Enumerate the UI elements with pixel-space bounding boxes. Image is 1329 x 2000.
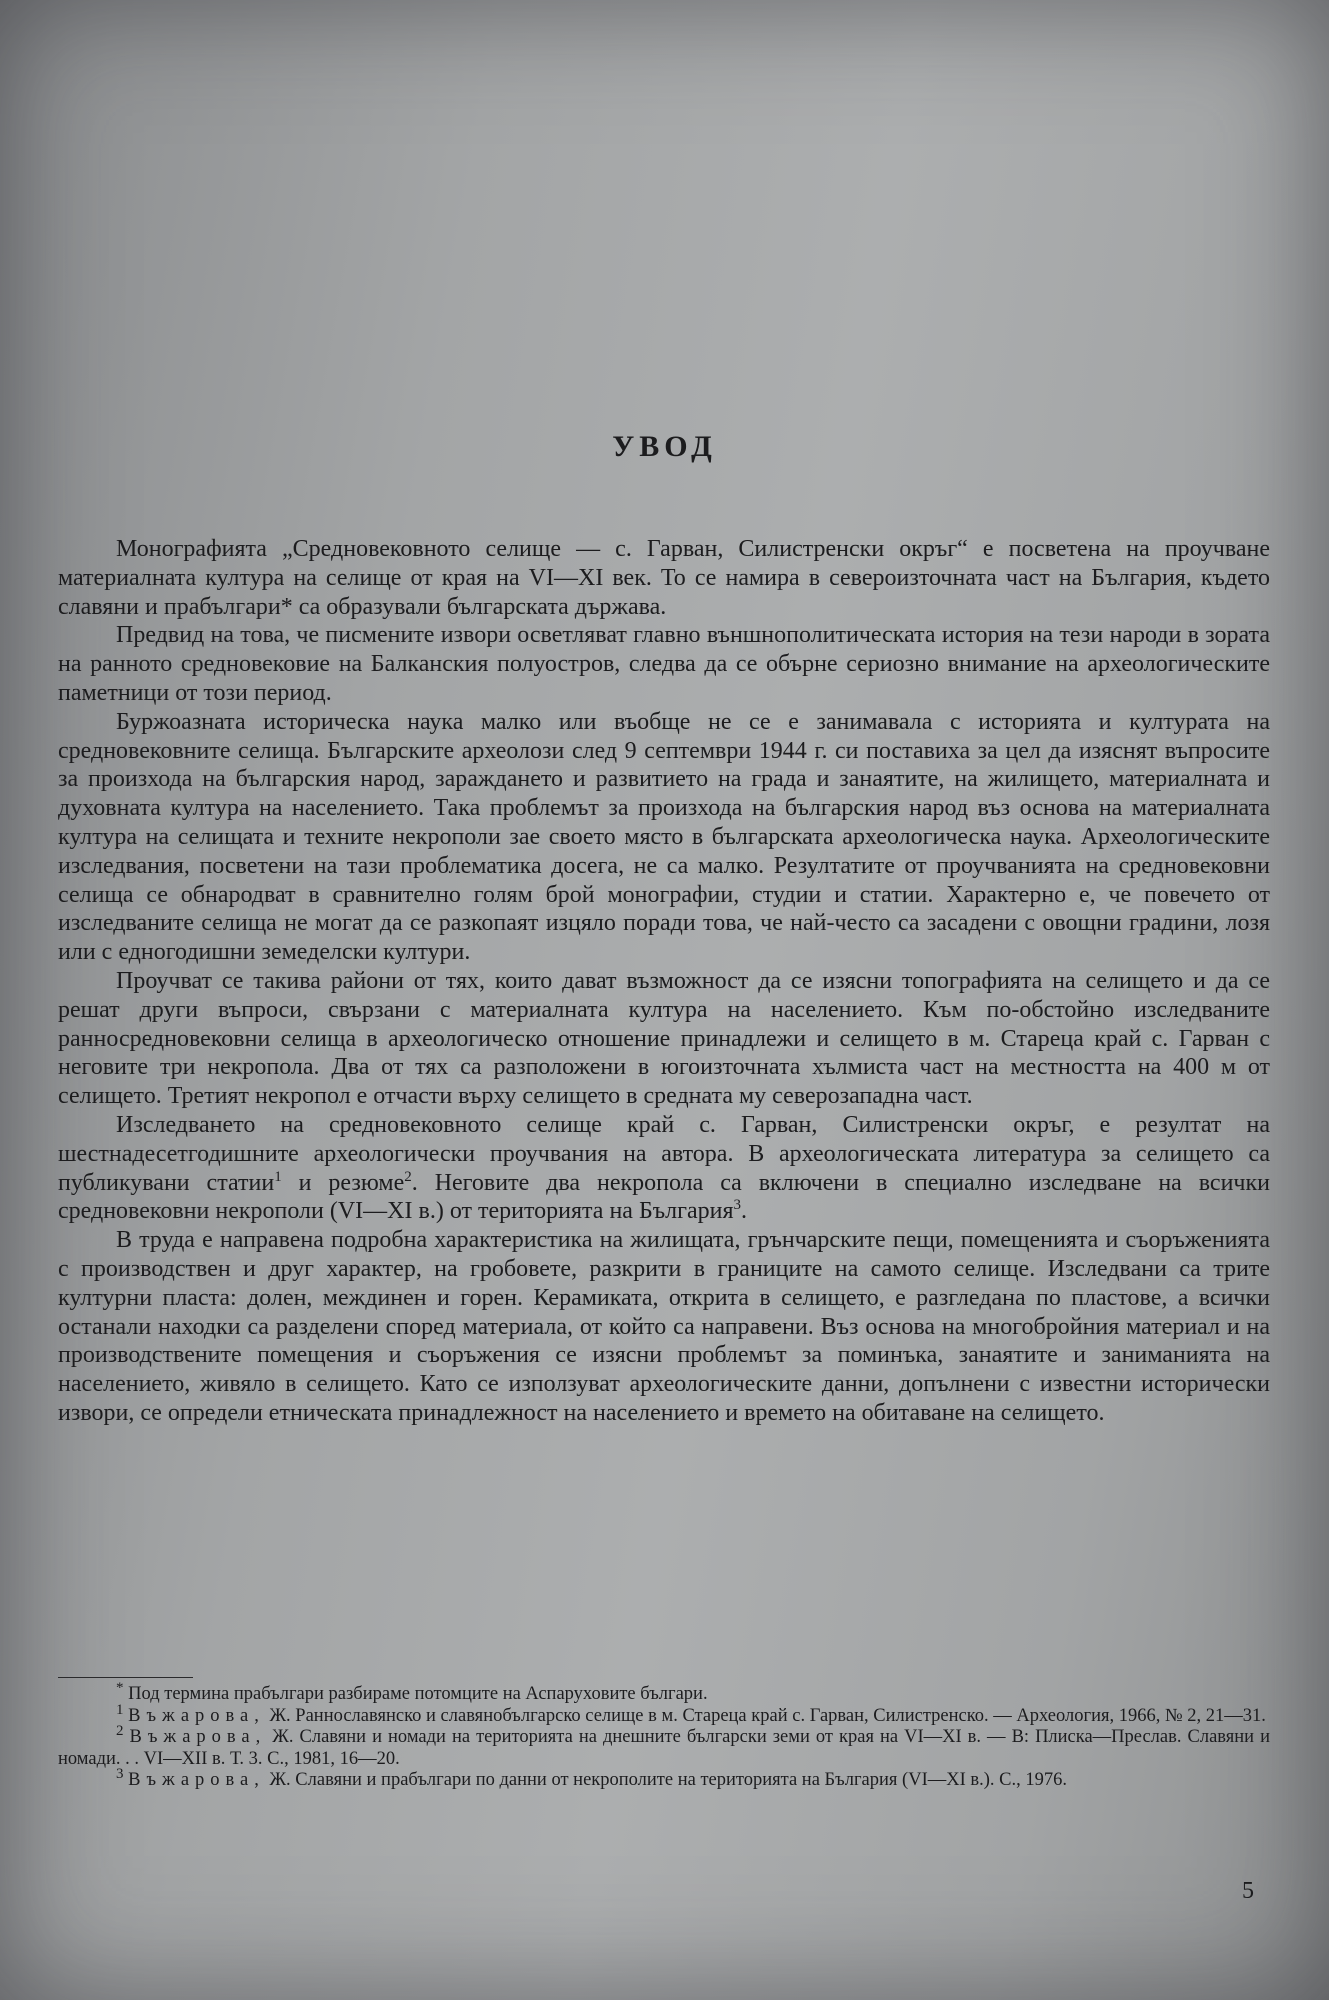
- footnote: [58, 1701, 1270, 1728]
- body-text: [58, 535, 1270, 1428]
- paragraph-text: Изследването на средновековното селище край с. Гарван, Силистренски окръг, е резултат на шестнадесетгодишните археологически проучвания на автора. В археологическата литература за селището са публикувани статии: [58, 1111, 1270, 1196]
- footnote-divider: [58, 1677, 193, 1678]
- footnote-text: Ж. Раннославянско и славянобългарско селище в м. Стареца край с. Гарван, Силистренско. — Археология, 1966, № 2, 21—31.: [264, 1705, 1266, 1726]
- footnote-text: Ж. Славяни и номади на територията на днешните български земи от края на VI—XI в. — В: Плиска—Преслав. Славяни и номади. . . VI—XII в. Т. 3. С., 1981, 16—20.: [58, 1727, 1271, 1769]
- footnote-mark: 2: [116, 1723, 124, 1740]
- paragraph: В труда е направена подробна характеристика на жилищата, грънчарските пещи, помещенията и съоръженията с производствен и друг характер, на гробовете, разкрити в границите на самото селище. Изследвани са трите културни пласта: долен, междинен и горен. Керамиката, открита в селището, е разгледана по пластове, а всички останали находки са разделени според материала, от който са направени. Въз основа на многобройния материал и на производствените помещения и съоръжения се изясни проблемът за поминъка, занаятите и заниманията на населението, живяло в селището. Като се използуват археологическите данни, допълнени с известни исторически извори, се определи етническата принадлежност на населението и времето на обитаване на селището.: [58, 1227, 1270, 1426]
- footnote-mark: 3: [116, 1766, 124, 1783]
- chapter-title: УВОД: [612, 430, 717, 463]
- footnote-ref: 1: [274, 1168, 282, 1185]
- footnote-author: Въжарова,: [128, 1705, 265, 1726]
- paragraph: Проучват се такива райони от тях, които дават възможност да се изясни топографията на селището и да се решат други въпроси, свързани с материалната култура на населението. Към по-обстойно изследваните ранносредновековни селища в археологическо отношение принадлежи и селището в м. Стареца край с. Гарван с неговите три некропола. Два от тях са разположени в югоизточната хълмиста част на местността на 400 м от селището. Третият некропол е отчасти върху селището в средната му северозападна част.: [58, 967, 1270, 1110]
- footnote: [58, 1723, 1271, 1770]
- paragraph: Буржоазната историческа наука малко или въобще не се е занимавала с историята и културата на средновековните селища. Българските археолози след 9 септември 1944 г. си поставиха за цел да изяснят въпросите за произхода на българския народ, зараждането и развитието на града и занаятите, на жилището, материалната и духовната култура на населението. Така проблемът за произхода на българския народ въз основа на материалната култура на селищата и техните некрополи зае своето място в българската археологическа наука. Археологическите изследвания, посветени на тази проблематика досега, не са малко. Резултатите от проучванията на средновековни селища се обнародват в сравнително голям брой монографии, студии и статии. Характерно е, че повечето от изследваните селища не могат да се разкопаят изцяло поради това, че най-често са засадени с овощни градини, лозя или с едногодишни земеделски култури.: [58, 708, 1270, 966]
- footnote-mark: 1: [116, 1701, 124, 1718]
- footnote-author: Въжарова,: [129, 1727, 267, 1748]
- paragraph-text: . Неговите два некропола са включени в специално изследване на всички средновековни некрополи (VI—XI в.) от територията на България: [58, 1169, 1270, 1225]
- paragraph: Монографията „Средновековното селище — с. Гарван, Силистренски окръг“ е посветена на проучване материалната култура на селище от края на VI—XI век. То се намира в североизточната част на България, където славяни и прабългари* са образували българската държава.: [58, 536, 1270, 620]
- paragraph-text: .: [741, 1198, 748, 1225]
- footnote: [58, 1766, 1270, 1792]
- footnote-mark: *: [116, 1679, 124, 1696]
- page-number: 5: [1242, 1878, 1254, 1904]
- footnote-ref: 2: [404, 1168, 412, 1185]
- footnotes: [58, 1679, 1271, 1792]
- paragraph: [58, 1111, 1270, 1226]
- paragraph: Предвид на това, че писмените извори осветляват главно външнополитическата история на тези народи в зората на ранното средновековие на Балканския полуостров, следва да се обърне сериозно внимание на археологическите паметници от този период.: [58, 622, 1270, 706]
- paragraph-text: и резюме: [281, 1169, 405, 1196]
- footnote-ref: 3: [733, 1197, 742, 1214]
- footnote-text: Под термина прабългари разбираме потомците на Аспаруховите българи.: [123, 1684, 708, 1704]
- footnote-text: Ж. Славяни и прабългари по данни от некрополите на територията на България (VI—XI в.). С., 1976.: [264, 1770, 1067, 1791]
- footnote: [58, 1679, 1270, 1706]
- footnote-author: Въжарова,: [128, 1770, 265, 1791]
